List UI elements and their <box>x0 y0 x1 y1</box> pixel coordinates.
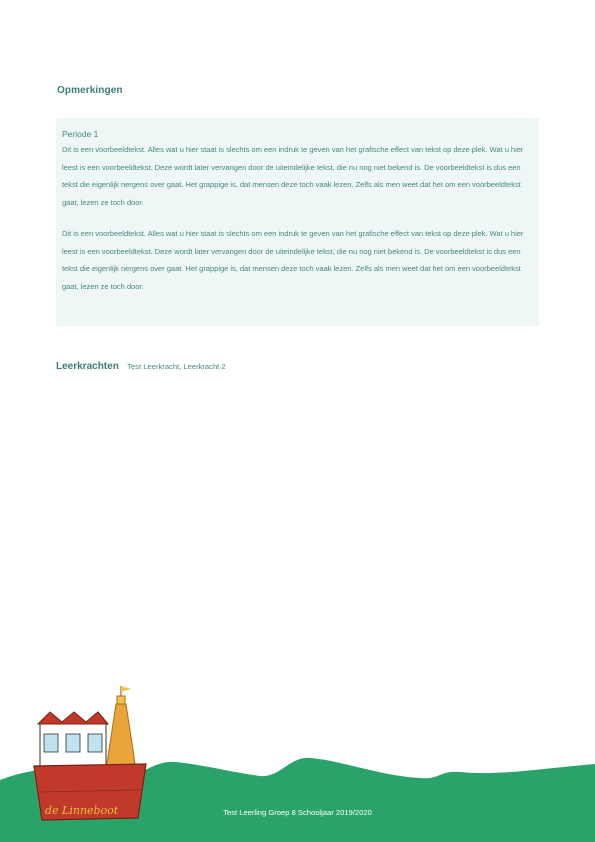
remarks-paragraph-1: Dit is een voorbeeldtekst. Alles wat u hier staat is slechts om een indruk te geven van het grafische effect van tekst op deze plek. Wat u hier leest is een voorbeeldtekst. Deze wordt later vervangen door de uiteindelijke tekst, die nu nog niet bekend is. De voorbeeldtekst is dus een tekst die eigenlijk nergens over gaat. Het grappige is, dat mensen deze toch vaak lezen. Zelfs als men weet dat het om een voorbeeldtekst gaat, lezen ze toch door. <box>62 145 524 207</box>
teachers-label: Leerkrachten <box>56 361 119 372</box>
school-logo-text: de Linneboot <box>45 804 119 817</box>
footer-illustration <box>0 680 595 842</box>
teachers-value: Test Leerkracht, Leerkracht 2 <box>127 362 226 371</box>
remarks-paragraph-2: Dit is een voorbeeldtekst. Alles wat u hier staat is slechts om een indruk te geven van het grafische effect van tekst op deze plek. Wat u hier leest is een voorbeeldtekst. Deze wordt later vervangen door de uiteindelijke tekst, die nu nog niet bekend is. De voorbeeldtekst is dus een tekst die eigenlijk nergens over gaat. Het grappige is, dat mensen deze toch vaak lezen. Zelfs als men weet dat het om een voorbeeldtekst gaat, lezen ze toch door. <box>62 229 524 291</box>
footer-caption: Test Leerling Groep 8 Schooljaar 2019/2020 <box>223 808 372 817</box>
period-label: Periode 1 <box>62 129 99 139</box>
teachers-row <box>56 356 226 374</box>
remarks-box <box>56 118 539 326</box>
boat-and-waves-illustration <box>0 680 595 842</box>
remarks-heading: Opmerkingen <box>57 85 123 96</box>
